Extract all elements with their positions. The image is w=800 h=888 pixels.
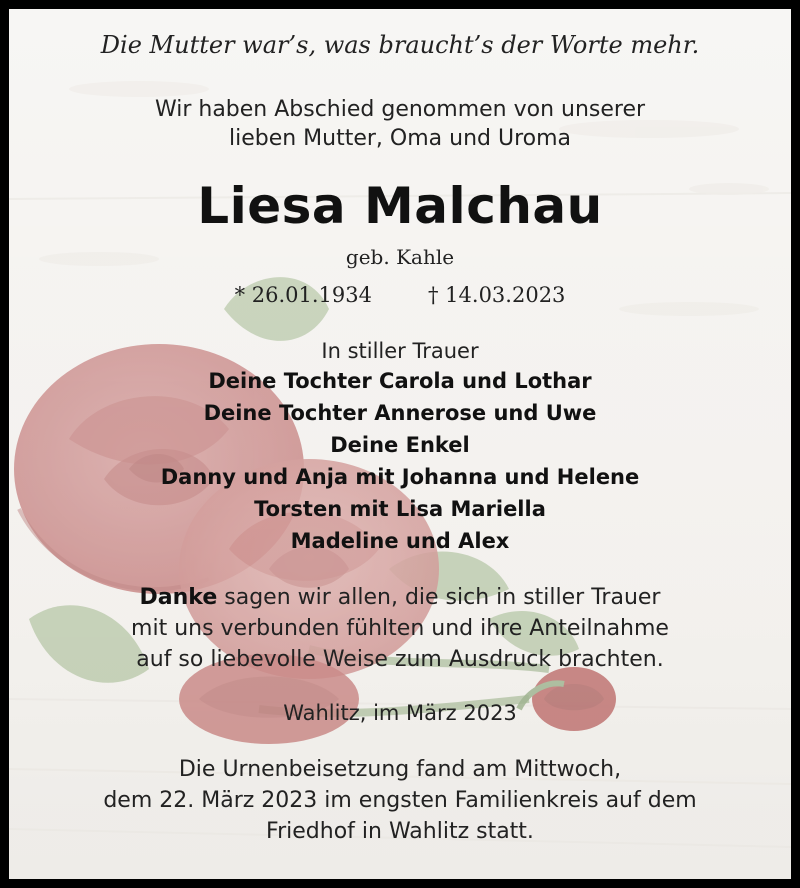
obituary-card: [9, 9, 791, 879]
life-dates: [9, 283, 791, 307]
maiden-name: geb. Kahle: [345, 245, 455, 269]
obituary-text: [9, 9, 791, 879]
burial-line: Die Urnenbeisetzung fand am Mittwoch,: [178, 757, 622, 782]
mourner-line: Deine Tochter Carola und Lothar: [208, 369, 592, 393]
birth-date: * 26.01.1934: [234, 283, 372, 307]
intro-line: Wir haben Abschied genommen von unserer: [154, 97, 646, 122]
burial-line: dem 22. März 2023 im engsten Familienkreis auf dem: [103, 788, 697, 813]
motto-quote: Die Mutter war’s, was braucht’s der Worte mehr.: [100, 31, 700, 59]
mourner-line: Deine Tochter Annerose und Uwe: [203, 401, 597, 425]
thanks-line: [9, 585, 791, 610]
thanks-bold-word: Danke: [139, 585, 218, 610]
burial-line: Friedhof in Wahlitz statt.: [266, 819, 534, 844]
death-date: † 14.03.2023: [428, 283, 566, 307]
mourning-heading: In stiller Trauer: [321, 339, 479, 363]
thanks-first-line: sagen wir allen, die sich in stiller Trauer: [217, 585, 661, 610]
intro-line: lieben Mutter, Oma und Uroma: [228, 126, 572, 151]
mourner-line: Deine Enkel: [330, 433, 470, 457]
place-date: Wahlitz, im März 2023: [283, 701, 517, 725]
thanks-line: mit uns verbunden fühlten und ihre Anteilnahme: [131, 616, 669, 641]
mourner-line: Madeline und Alex: [290, 529, 510, 553]
mourner-line: Danny und Anja mit Johanna und Helene: [160, 465, 640, 489]
thanks-line: auf so liebevolle Weise zum Ausdruck brachten.: [136, 647, 664, 672]
deceased-name: Liesa Malchau: [197, 177, 603, 235]
mourner-line: Torsten mit Lisa Mariella: [254, 497, 546, 521]
